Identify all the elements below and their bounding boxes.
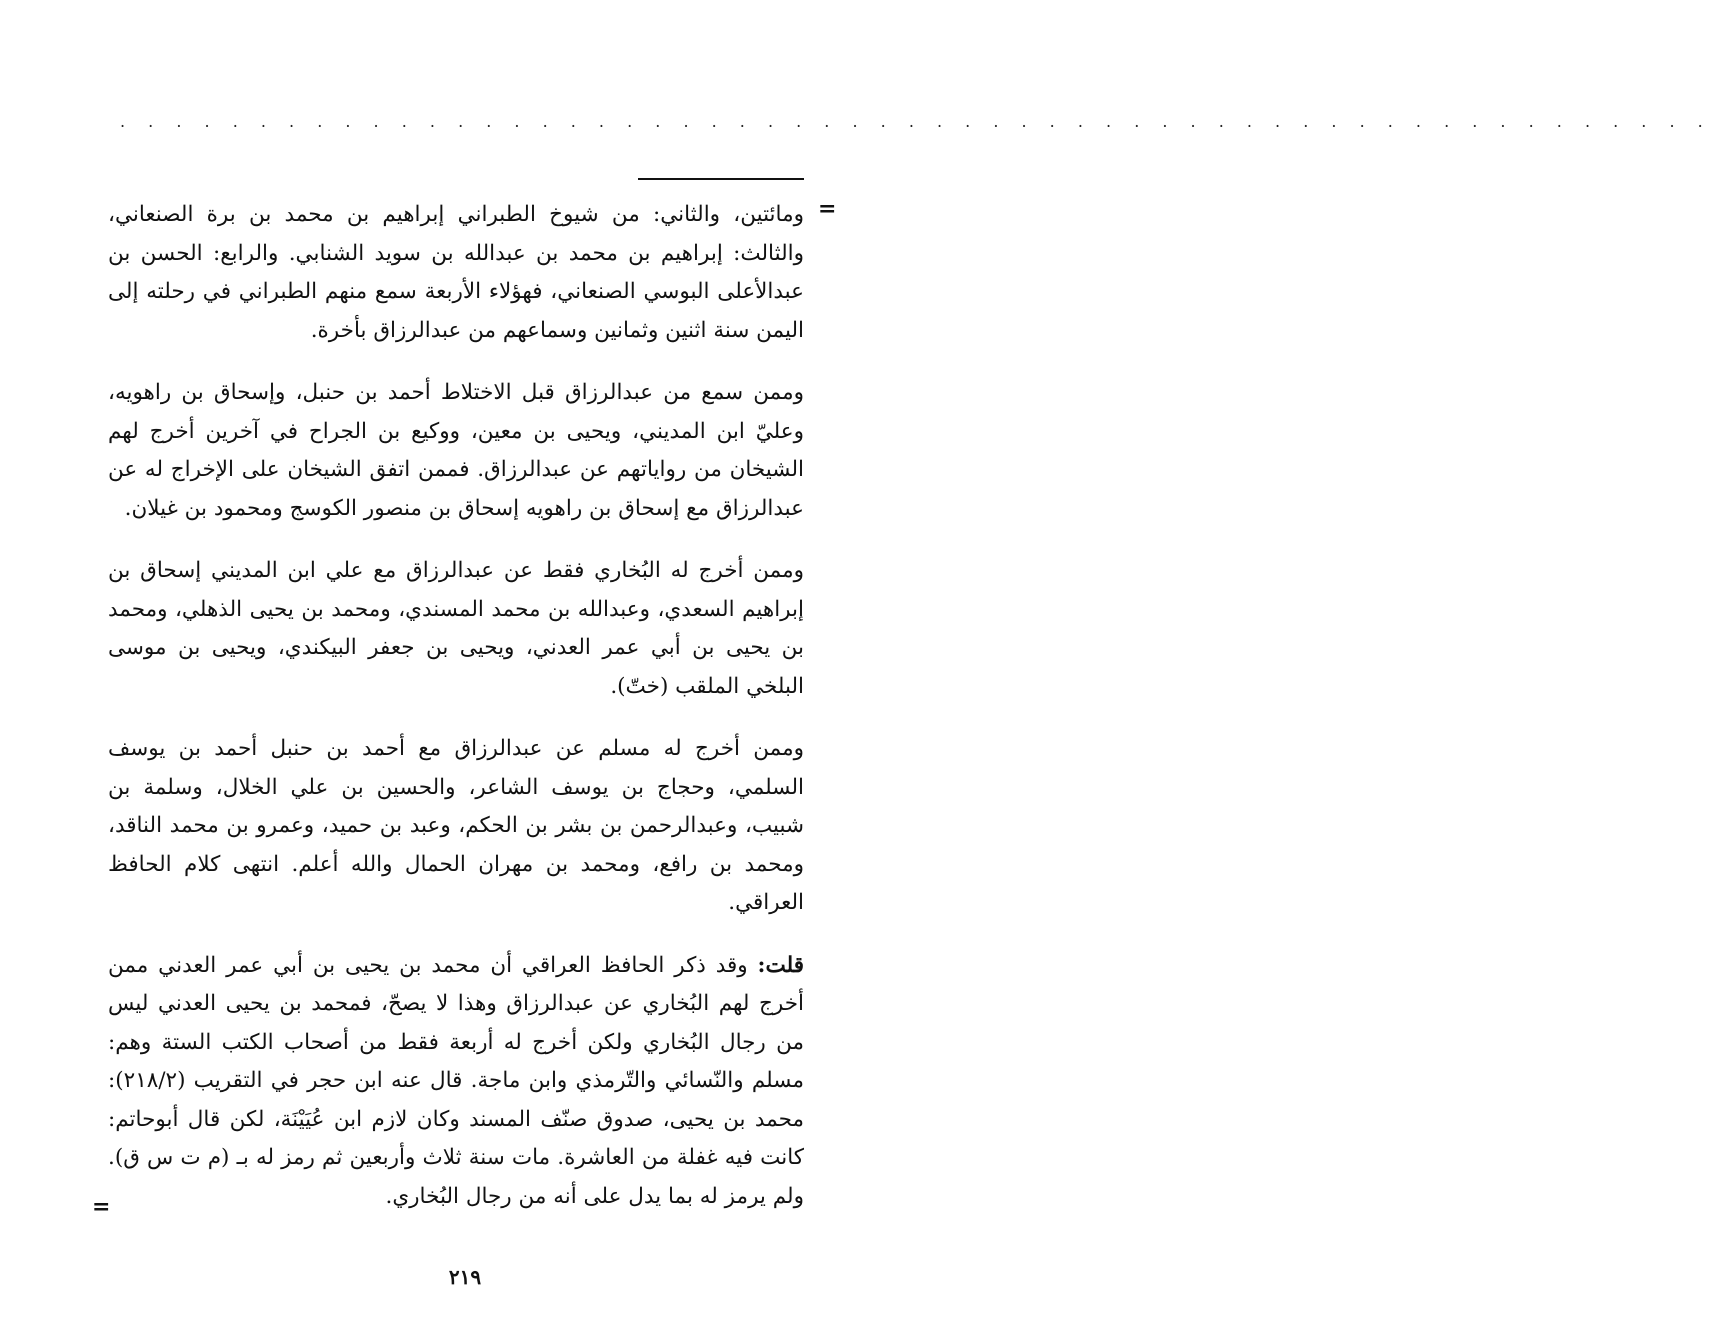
paragraph-text: ومائتين، والثاني: من شيوخ الطبراني إبراهيم بن محمد بن برة الصنعاني، والثالث: إبراهيم بن محمد بن عبدالله بن سويد الشنابي. والرابع: الحسن بن عبدالأعلى البوسي الصنعاني، فهؤلاء الأربعة سمع منهم الطبراني في رحلته إلى اليمن سنة اثنين وثمانين وسماعهم من عبدالرزاق بأخرة. [108, 202, 804, 343]
paragraph-text: وممن أخرج له البُخاري فقط عن عبدالرزاق مع علي ابن المديني إسحاق بن إبراهيم السعدي، وعبدالله بن محمد المسندي، ومحمد بن يحيى الذهلي، ومحمد بن يحيى بن أبي عمر العدني، ويحيى بن جعفر البيكندي، ويحيى بن موسى البلخي الملقب (ختّ). [108, 558, 804, 699]
section-divider: . . . . . . . . . . . . . . . . . . . . . . . . . . . . . . . . . . . . . . . . . . . . . . . . . . . . . . . . . [120, 112, 1712, 131]
paragraph-2 [108, 374, 804, 528]
paragraph-text: وممن سمع من عبدالرزاق قبل الاختلاط أحمد بن حنبل، وإسحاق بن راهويه، وعليّ ابن المديني، ويحيى بن معين، ووكيع بن الجراح في آخرين أخرج لهم الشيخان من رواياتهم عن عبدالرزاق. فممن اتفق الشيخان على الإخراج له عن عبدالرزاق مع إسحاق بن راهويه إسحاق بن منصور الكوسج ومحمود بن غيلان. [108, 380, 804, 521]
paragraph-5 [108, 947, 804, 1217]
footnote-body [108, 196, 804, 1240]
page-number: ٢١٩ [448, 1265, 482, 1289]
paragraph-3 [108, 552, 804, 706]
paragraph-4 [108, 730, 804, 923]
paragraph-text: وقد ذكر الحافظ العراقي أن محمد بن يحيى بن أبي عمر العدني ممن أخرج لهم البُخاري عن عبدالرزاق وهذا لا يصحّ، فمحمد بن يحيى العدني ليس من رجال البُخاري ولكن أخرج له أربعة فقط من أصحاب الكتب الستة وهم: مسلم والنّسائي والتّرمذي وابن ماجة. قال عنه ابن حجر في التقريب (٢١٨/٢): محمد بن يحيى، صدوق صنّف المسند وكان لازم ابن عُيَيْنَة، لكن قال أبوحاتم: كانت فيه غفلة من العاشرة. مات سنة ثلاث وأربعين ثم رمز له بـ (م ت س ق). ولم يرمز له بما يدل على أنه من رجال البُخاري. [108, 952, 804, 1209]
continuation-mark-top: = [818, 196, 837, 222]
footnote-rule [638, 178, 804, 180]
paragraph-lead: قلت: [757, 952, 804, 978]
continuation-mark-bottom: = [92, 1194, 111, 1220]
paragraph-text: وممن أخرج له مسلم عن عبدالرزاق مع أحمد بن حنبل أحمد بن يوسف السلمي، وحجاج بن يوسف الشاعر، والحسين بن علي الخلال، وسلمة بن شبيب، وعبدالرحمن بن بشر بن الحكم، وعبد بن حميد، وعمرو بن محمد الناقد، ومحمد بن رافع، ومحمد بن مهران الحمال والله أعلم. انتهى كلام الحافظ العراقي. [108, 736, 804, 915]
paragraph-1 [108, 196, 804, 350]
